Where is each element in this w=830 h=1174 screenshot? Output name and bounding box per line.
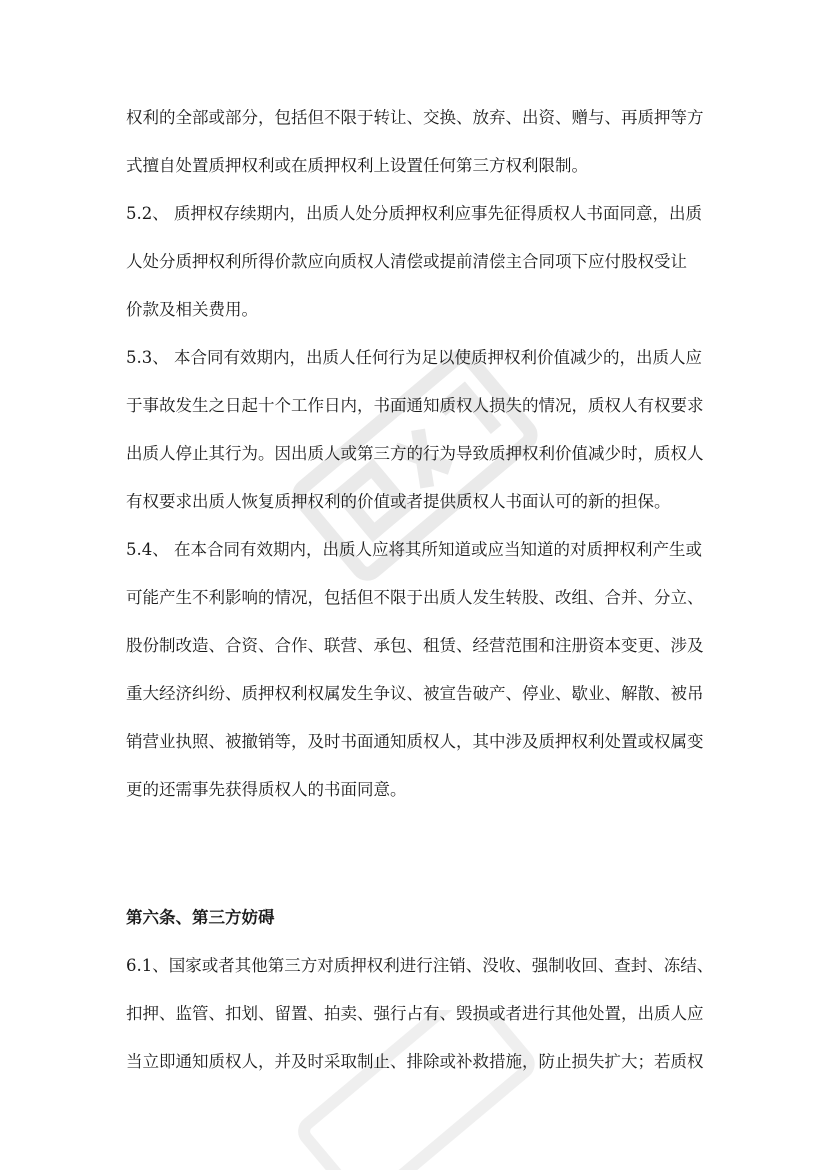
text-line: 权利的全部或部分，包括但不限于转让、交换、放弃、出资、赠与、再质押等方 [126,108,704,127]
section-heading: 第六条、第三方妨碍 [126,908,275,927]
text-line: 股份制改造、合资、合作、联营、承包、租赁、经营范围和注册资本变更、涉及 [126,636,704,655]
text-line: 人处分质押权利所得价款应向质权人清偿或提前清偿主合同项下应付股权受让 [126,252,687,271]
text-line: 式擅自处置质押权利或在质押权利上设置任何第三方权利限制。 [126,156,588,175]
text-line: 6.1、国家或者其他第三方对质押权利进行注销、没收、强制收回、查封、冻结、 [126,956,714,975]
text-line: 当立即通知质权人，并及时采取制止、排除或补救措施，防止损失扩大；若质权 [126,1052,704,1071]
text-line: 更的还需事先获得质权人的书面同意。 [126,780,407,799]
text-line: 可能产生不利影响的情况，包括但不限于出质人发生转股、改组、合并、分立、 [126,588,704,607]
text-line: 有权要求出质人恢复质押权利的价值或者提供质权人书面认可的新的担保。 [126,492,671,511]
watermark-logo-bottom [260,1010,560,1170]
text-line: 重大经济纠纷、质押权利权属发生争议、被宣告破产、停业、歇业、解散、被吊 [126,684,704,703]
text-line: 销营业执照、被撤销等，及时书面通知质权人，其中涉及质押权利处置或权属变 [126,732,704,751]
text-line: 出质人停止其行为。因出质人或第三方的行为导致质押权利价值减少时，质权人 [126,444,704,463]
text-line: 扣押、监管、扣划、留置、拍卖、强行占有、毁损或者进行其他处置，出质人应 [126,1004,704,1023]
text-line: 价款及相关费用。 [126,300,258,319]
text-line: 5.4、 在本合同有效期内，出质人应将其所知道或应当知道的对质押权利产生或 [126,540,702,559]
text-line: 5.2、 质押权存续期内，出质人处分质押权利应事先征得质权人书面同意，出质 [126,204,702,223]
text-line: 于事故发生之日起十个工作日内，书面通知质权人损失的情况，质权人有权要求 [126,396,704,415]
text-line: 5.3、 本合同有效期内，出质人任何行为足以使质押权利价值减少的，出质人应 [126,348,702,367]
